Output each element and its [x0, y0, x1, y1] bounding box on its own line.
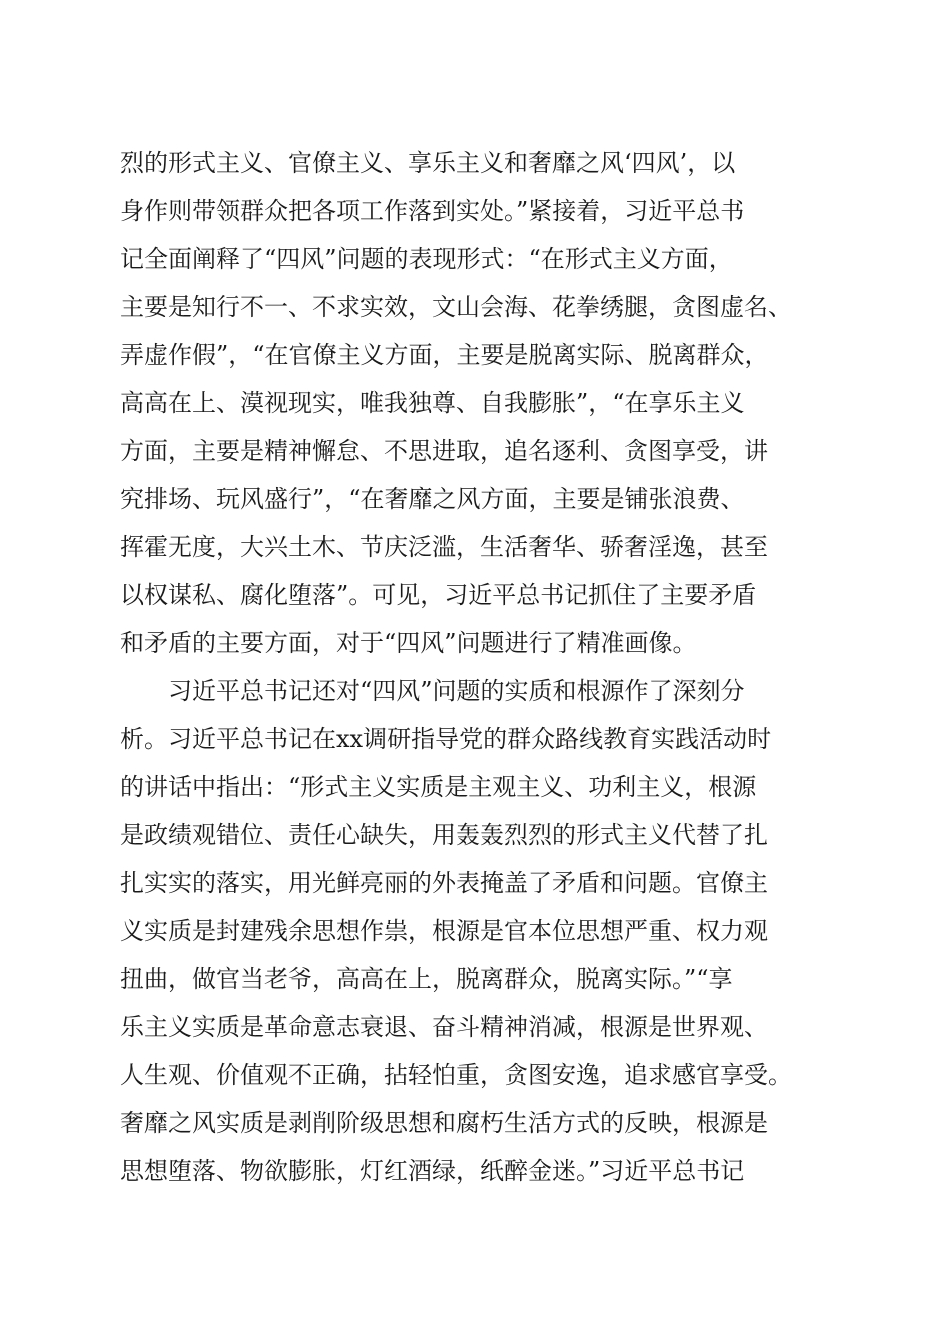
- paragraph-line: 主要是知行不一、不求实效，文山会海、花拳绣腿，贪图虚名、: [120, 293, 792, 321]
- paragraph-line: 扎实实的落实，用光鲜亮丽的外表掩盖了矛盾和问题。官僚主: [120, 869, 768, 897]
- paragraph-line: 的讲话中指出：“形式主义实质是主观主义、功利主义，根源: [120, 773, 757, 801]
- paragraph-line: 义实质是封建残余思想作祟，根源是官本位思想严重、权力观: [120, 917, 768, 945]
- paragraph-line: 身作则带领群众把各项工作落到实处。”紧接着，习近平总书: [120, 197, 745, 225]
- paragraph-line: 奢靡之风实质是剥削阶级思想和腐朽生活方式的反映，根源是: [120, 1109, 768, 1137]
- paragraph-line: 挥霍无度，大兴土木、节庆泛滥，生活奢华、骄奢淫逸，甚至: [120, 533, 768, 561]
- paragraph-line: 高高在上、漠视现实，唯我独尊、自我膨胀”，“在享乐主义: [120, 389, 745, 417]
- paragraph-line: 记全面阐释了“四风”问题的表现形式：“在形式主义方面，: [120, 245, 733, 273]
- paragraph-line: 析。习近平总书记在xx调研指导党的群众路线教育实践活动时: [120, 725, 772, 753]
- paragraph-line: 以权谋私、腐化堕落”。可见，习近平总书记抓住了主要矛盾: [120, 581, 757, 609]
- paragraph-2: [120, 667, 850, 1195]
- paragraph-1: [120, 139, 850, 667]
- paragraph-line: 和矛盾的主要方面，对于“四风”问题进行了精准画像。: [120, 629, 697, 657]
- paragraph-line: 乐主义实质是革命意志衰退、奋斗精神消减，根源是世界观、: [120, 1013, 768, 1041]
- paragraph-line: 究排场、玩风盛行”，“在奢靡之风方面，主要是铺张浪费、: [120, 485, 745, 513]
- paragraph-line: 人生观、价值观不正确，拈轻怕重，贪图安逸，追求感官享受。: [120, 1061, 792, 1089]
- paragraph-line: 方面，主要是精神懈怠、不思进取，追名逐利、贪图享受，讲: [120, 437, 768, 465]
- paragraph-first-line: 习近平总书记还对“四风”问题的实质和根源作了深刻分: [168, 677, 745, 705]
- paragraph-line: 是政绩观错位、责任心缺失，用轰轰烈烈的形式主义代替了扎: [120, 821, 768, 849]
- paragraph-line: 弄虚作假”，“在官僚主义方面，主要是脱离实际、脱离群众，: [120, 341, 769, 369]
- paragraph-line: 扭曲，做官当老爷，高高在上，脱离群众，脱离实际。”“享: [120, 965, 733, 993]
- document-body: [120, 139, 850, 1195]
- paragraph-line: 思想堕落、物欲膨胀，灯红酒绿，纸醉金迷。”习近平总书记: [120, 1157, 745, 1185]
- paragraph-line: 烈的形式主义、官僚主义、享乐主义和奢靡之风‘四风’，以: [120, 149, 736, 177]
